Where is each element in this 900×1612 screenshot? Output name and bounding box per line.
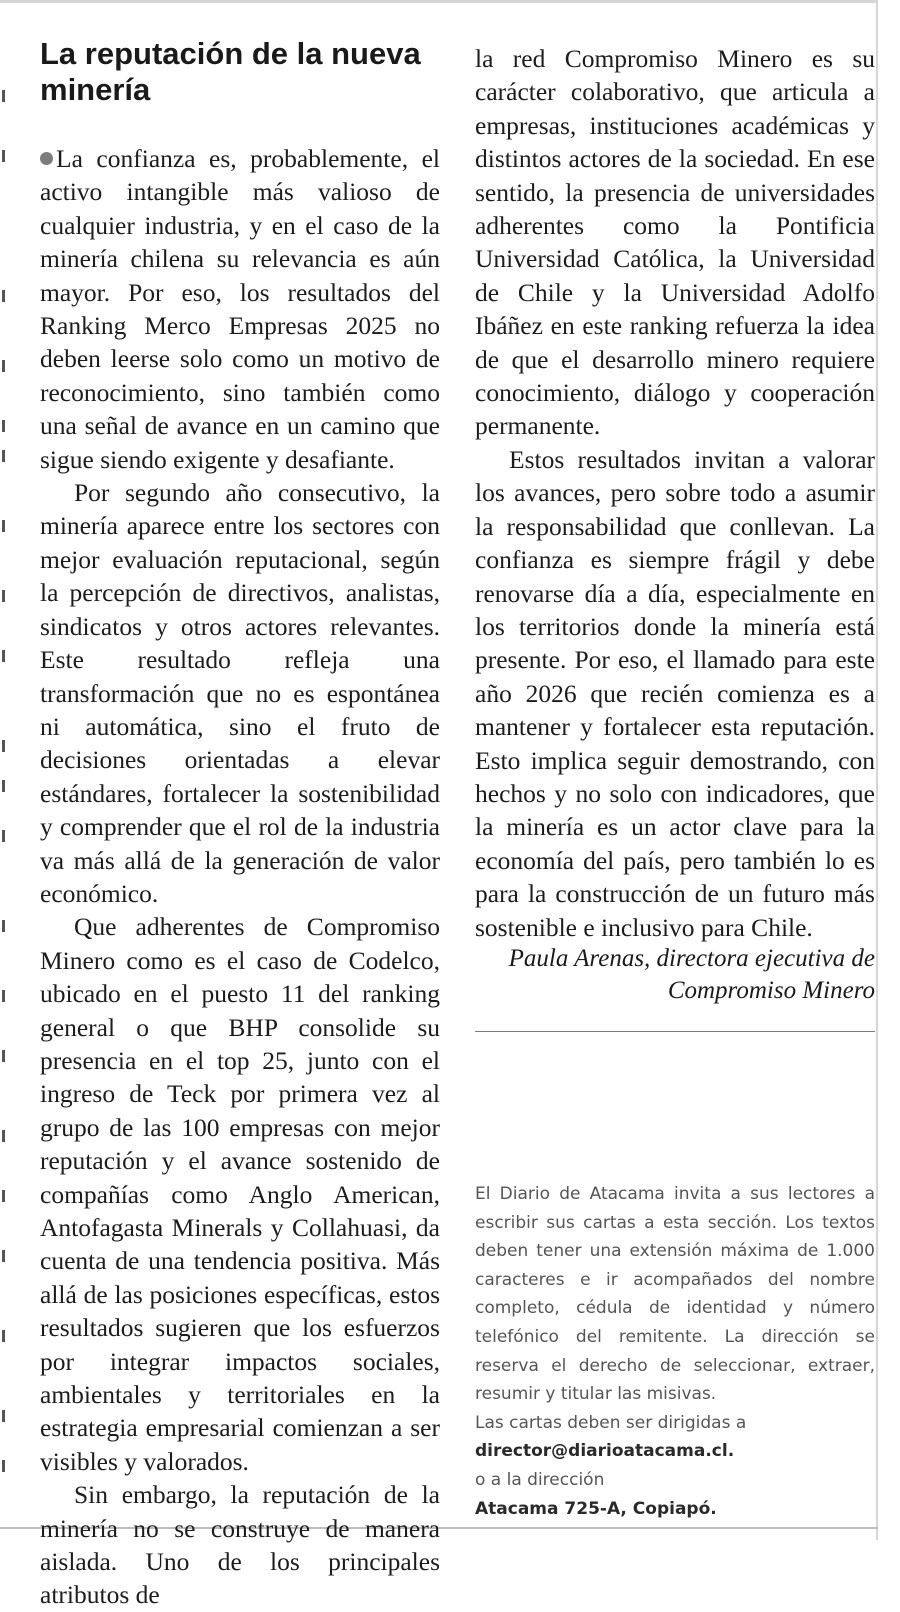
author-signature-line-1: Paula Arenas, directora ejecutiva de bbox=[508, 945, 875, 972]
article-column-right bbox=[475, 42, 875, 944]
article-paragraph-2: Por segundo año consecutivo, la minería aparece entre los sectores con mejor evaluación reputacional, según la percepción de directivos, analistas, sindicatos y otros actores relevantes. Este resultado refleja una transformación que no es espontánea ni automática, sino el fruto de decisiones orientadas a elevar estándares, fortalecer la sostenibilidad y comprender que el rol de la industria va más allá de la generación de valor económico. bbox=[40, 478, 440, 908]
adjacent-column-edge bbox=[0, 40, 12, 1520]
article-paragraph-1 bbox=[40, 142, 440, 476]
page-top-border bbox=[0, 0, 878, 3]
notice-email: director@diarioatacama.cl. bbox=[475, 1441, 735, 1462]
author-signature bbox=[475, 943, 875, 1007]
article-paragraph-4-start: Sin embargo, la reputación de la minería no se construye de manera aislada. Uno de los principales atributos de bbox=[40, 1480, 440, 1610]
article-column-left bbox=[40, 142, 440, 1612]
bullet-icon bbox=[40, 152, 53, 165]
notice-text: El Diario de Atacama invita a sus lectores a escribir sus cartas a esta sección. Los textos deben tener una extensión máxima de 1.000 caracteres e ir acompañados del nombre completo, cédula de identidad y número telefónico del remitente. La dirección se reserva el derecho de seleccionar, extraer, resumir y titular las misivas. bbox=[475, 1184, 875, 1405]
section-divider bbox=[475, 1031, 875, 1032]
article-headline: La reputación de la nueva minería bbox=[40, 36, 421, 107]
notice-send-to: Las cartas deben ser dirigidas a bbox=[475, 1412, 747, 1433]
article-paragraph-3: Que adherentes de Compromiso Minero como es el caso de Codelco, ubicado en el puesto 11 del ranking general o que BHP consolide su presencia en el top 25, junto con el ingreso de Teck por primera vez al grupo de las 100 empresas con mejor reputación y el avance sostenido de compañías como Anglo American, Antofagasta Minerals y Collahuasi, da cuenta de una tendencia positiva. Más allá de las posiciones específicas, estos resultados sugieren que los esfuerzos por integrar impactos sociales, ambientales y territoriales en la estrategia empresarial comienzan a ser visibles y valorados. bbox=[40, 912, 440, 1476]
article-paragraph-1-text: La confianza es, probablemente, el activo intangible más valioso de cualquier industria, y en el caso de la minería chilena su relevancia es aún mayor. Por eso, los resultados del Ranking Merco Empresas 2025 no deben leerse solo como un motivo de reconocimiento, sino también como una señal de avance en un camino que sigue siendo exigente y desafiante. bbox=[40, 144, 440, 474]
author-signature-line-2: Compromiso Minero bbox=[667, 977, 875, 1004]
notice-address: Atacama 725-A, Copiapó. bbox=[475, 1498, 717, 1519]
page-right-border bbox=[876, 0, 878, 1540]
letters-notice bbox=[475, 1180, 875, 1523]
article-paragraph-5: Estos resultados invitan a valorar los avances, pero sobre todo a asumir la responsabilidad que conllevan. La confianza es siempre frágil y debe renovarse día a día, especialmente en los territorios donde la minería está presente. Por eso, el llamado para este año 2026 que recién comienza es a mantener y fortalecer esta reputación. Esto implica seguir demostrando, con hechos y no solo con indicadores, que la minería es un actor clave para la economía del país, pero también lo es para la construcción de un futuro más sostenible e inclusivo para Chile. bbox=[475, 444, 875, 942]
notice-or-address: o a la dirección bbox=[475, 1469, 605, 1490]
article-paragraph-4-continued: la red Compromiso Minero es su carácter colaborativo, que articula a empresas, instituciones académicas y distintos actores de la sociedad. En ese sentido, la presencia de universidades adherentes como la Pontificia Universidad Católica, la Universidad de Chile y la Universidad Adolfo Ibáñez en este ranking refuerza la idea de que el desarrollo minero requiere conocimiento, diálogo y cooperación permanente. bbox=[475, 44, 875, 441]
